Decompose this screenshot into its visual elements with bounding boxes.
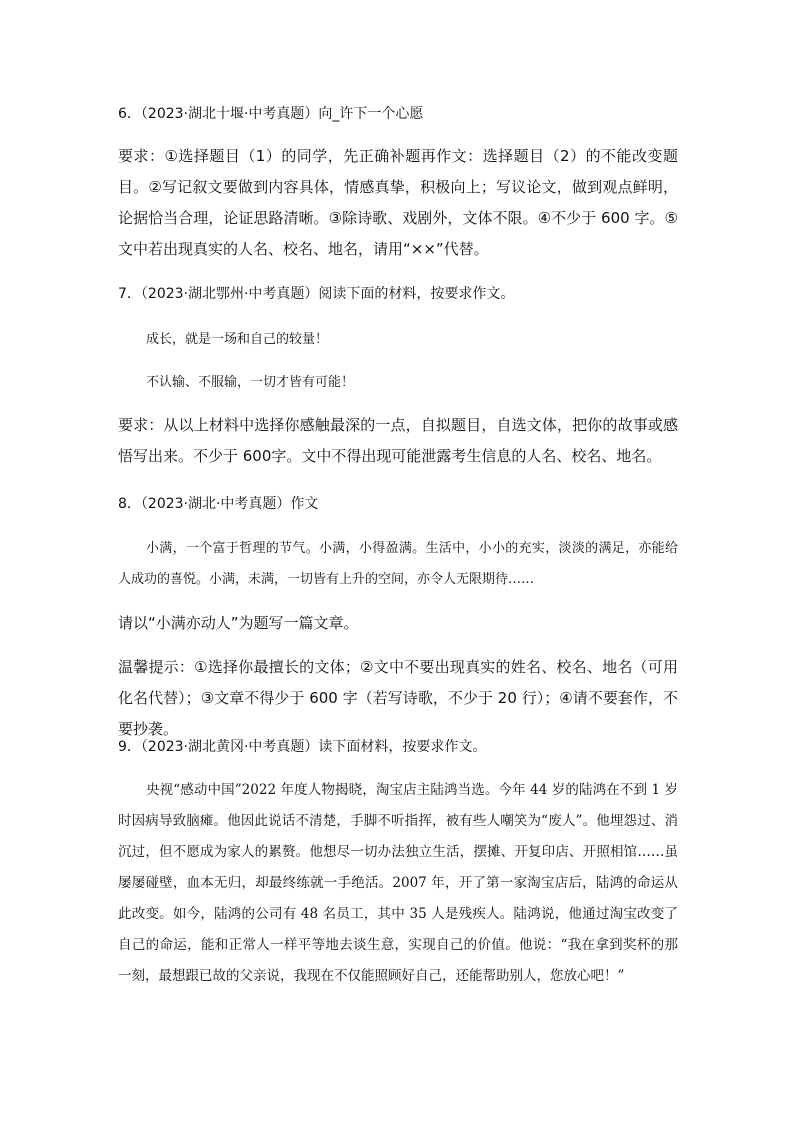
question-9-title: 9．（2023·湖北黄冈·中考真题）读下面材料，按要求作文。 — [118, 739, 487, 755]
question-6-requirements: 要求：①选择题目（1）的同学，先正确补题再作文：选择题目（2）的不能改变题目。②写记叙文要做到内容具体，情感真挚，积极向上；写议论文，做到观点鲜明，论据恰当合理，论证思路清晰。③除诗歌、戏剧外，文体不限。④不少于 600 字。⑤文中若出现真实的人名、校名、地名，请用“××”代替。 — [118, 147, 678, 258]
question-7-requirements: 要求：从以上材料中选择你感触最深的一点，自拟题目，自选文体，把你的故事或感悟写出来。不少于 600字。文中不得出现可能泄露考生信息的人名、校名、地名。 — [118, 416, 678, 465]
question-8-material: 小满，一个富于哲理的节气。小满，小得盈满。生活中，小小的充实，淡淡的满足，亦能给人成功的喜悦。小满，未满，一切皆有上升的空间，亦令人无限期待…… — [118, 541, 678, 587]
question-9-material: 央视“感动中国”2022 年度人物揭晓，淘宝店主陆鸿当选。今年 44 岁的陆鸿在不到 1 岁时因病导致脑瘫。他因此说话不清楚，手脚不听指挥，被有些人嘲笑为“废人”。他埋怨过、消沉过，但不愿成为家人的累赘。他想尽一切办法独立生活，摆摊、开复印店、开照相馆……虽屡屡碰壁，血本无归，却最终练就一手绝活。2007 年，开了第一家淘宝店后，陆鸿的命运从此改变。如今，陆鸿的公司有 48 名员工，其中 35 人是残疾人。陆鸿说，他通过淘宝改变了自己的命运，能和正常人一样平等地去谈生意，实现自己的价值。他说：“我在拿到奖杯的那一刻，最想跟已故的父亲说，我现在不仅能照顾好自己，还能帮助别人，您放心吧！” — [118, 782, 678, 984]
question-8-prompt: 请以“小满亦动人”为题写一篇文章。 — [118, 614, 359, 632]
question-7-material-line-1: 成长，就是一场和自己的较量！ — [146, 332, 329, 347]
question-8-tip: 温馨提示：①选择你最擅长的文体；②文中不要出现真实的姓名、校名、地名（可用化名代替）；③文章不得少于 600 字（若写诗歌，不少于 20 行）；④请不要套作，不要抄袭。 — [118, 658, 678, 738]
question-7-material-line-2: 不认输、不服输，一切才皆有可能！ — [146, 375, 355, 390]
question-6-title: 6．（2023·湖北十堰·中考真题）向_许下一个心愿 — [118, 106, 424, 122]
question-8-title: 8．（2023·湖北·中考真题）作文 — [118, 496, 319, 512]
question-7-title: 7．（2023·湖北鄂州·中考真题）阅读下面的材料，按要求作文。 — [118, 286, 515, 302]
